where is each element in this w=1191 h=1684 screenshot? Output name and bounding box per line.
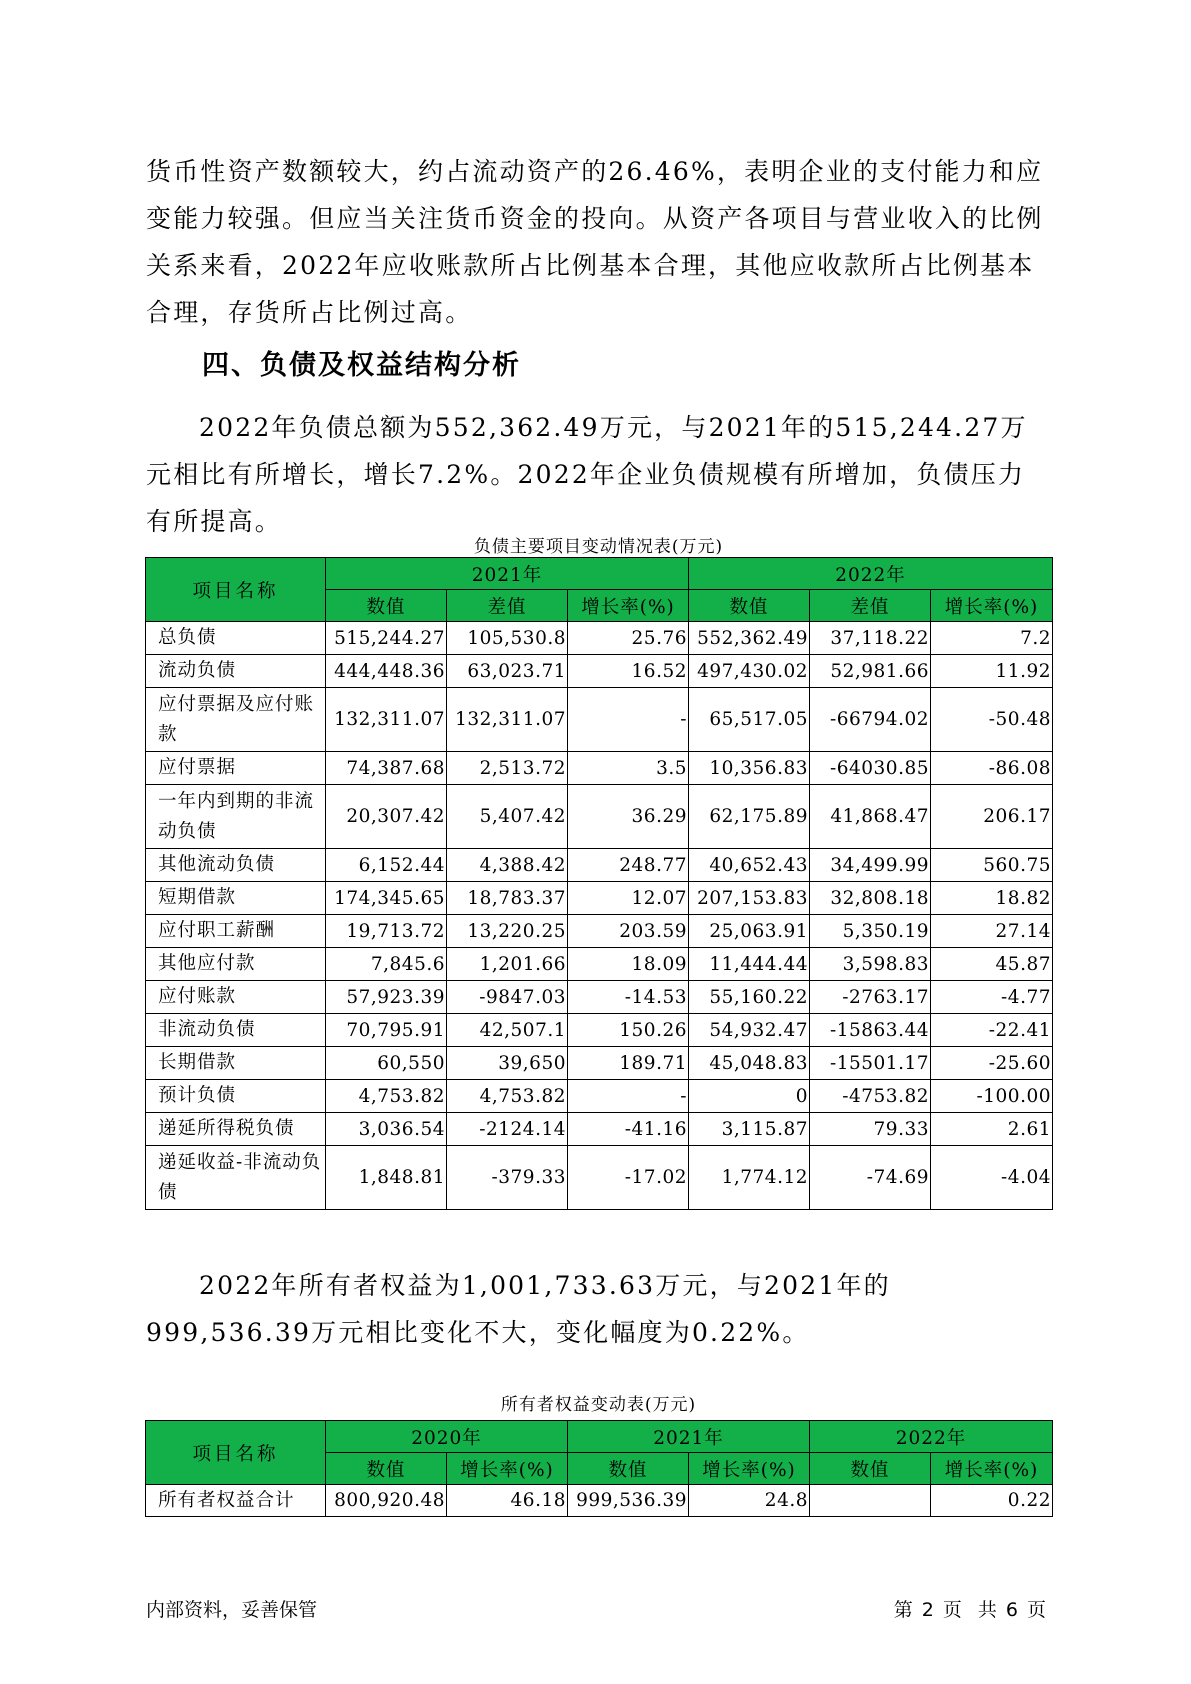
table-cell: 0.22 (931, 1485, 1053, 1517)
table-cell: - (568, 688, 689, 752)
row-label: 长期借款 (146, 1047, 326, 1080)
table-cell: -25.60 (931, 1047, 1053, 1080)
liability-table-caption: 负债主要项目变动情况表(万元) (473, 537, 724, 557)
table-cell: 800,920.48 (326, 1485, 447, 1517)
table-cell: 174,345.65 (326, 882, 447, 915)
table-cell: 552,362.49 (689, 622, 810, 655)
table-cell: 27.14 (931, 915, 1053, 948)
table-cell: 60,550 (326, 1047, 447, 1080)
year-header-2020: 2020年 (326, 1421, 568, 1453)
table-row (146, 622, 1053, 655)
section-heading: 四、负债及权益结构分析 (202, 350, 521, 381)
item-name-header: 项目名称 (146, 1421, 326, 1485)
table-cell: 25,063.91 (689, 915, 810, 948)
sub-header: 增长率(%) (568, 590, 689, 622)
sub-header: 数值 (326, 1453, 447, 1485)
table-cell: 3,598.83 (810, 948, 931, 981)
sub-header: 数值 (568, 1453, 689, 1485)
table-cell: 999,536.39 (568, 1485, 689, 1517)
sub-header: 增长率(%) (931, 1453, 1053, 1485)
sub-header: 增长率(%) (689, 1453, 810, 1485)
sub-header: 数值 (326, 590, 447, 622)
table-cell: 6,152.44 (326, 849, 447, 882)
table-cell: 203.59 (568, 915, 689, 948)
table-cell: 207,153.83 (689, 882, 810, 915)
table-row (146, 981, 1053, 1014)
equity-table (145, 1420, 1053, 1517)
year-header-2022: 2022年 (810, 1421, 1053, 1453)
table-cell: 57,923.39 (326, 981, 447, 1014)
table-cell: -4.04 (931, 1146, 1053, 1210)
table-cell: -50.48 (931, 688, 1053, 752)
table-row (146, 1113, 1053, 1146)
table-cell: 132,311.07 (447, 688, 568, 752)
table-cell: 132,311.07 (326, 688, 447, 752)
table-cell: -66794.02 (810, 688, 931, 752)
sub-header: 差值 (810, 590, 931, 622)
table-cell: 13,220.25 (447, 915, 568, 948)
body-paragraph-1: 货币性资产数额较大，约占流动资产的26.46%，表明企业的支付能力和应变能力较强。但应当关注货币资金的投向。从资产各项目与营业收入的比例关系来看，2022年应收账款所占比例基本合理，其他应收款所占比例基本合理，存货所占比例过高。 (146, 157, 1044, 327)
table-cell: 37,118.22 (810, 622, 931, 655)
table-cell: 5,350.19 (810, 915, 931, 948)
table-cell: -74.69 (810, 1146, 931, 1210)
table-cell: 7,845.6 (326, 948, 447, 981)
table-row (146, 1014, 1053, 1047)
table-cell: 11.92 (931, 655, 1053, 688)
table-cell: -9847.03 (447, 981, 568, 1014)
table-row (146, 1485, 1053, 1517)
total-pages: 6 (1005, 1599, 1019, 1621)
table-cell: - (568, 1080, 689, 1113)
table-cell: -4.77 (931, 981, 1053, 1014)
footer-page-indicator (890, 1595, 1051, 1622)
table-cell (810, 1485, 931, 1517)
row-label: 应付票据及应付账款 (146, 688, 326, 752)
row-label: 应付账款 (146, 981, 326, 1014)
table-cell: 45,048.83 (689, 1047, 810, 1080)
table-cell: 3.5 (568, 752, 689, 785)
table-cell: -17.02 (568, 1146, 689, 1210)
table-cell: 515,244.27 (326, 622, 447, 655)
table-cell: 62,175.89 (689, 785, 810, 849)
table-cell: 7.2 (931, 622, 1053, 655)
row-label: 所有者权益合计 (146, 1485, 326, 1517)
row-label: 递延收益-非流动负债 (146, 1146, 326, 1210)
table-cell: -4753.82 (810, 1080, 931, 1113)
table-row (146, 655, 1053, 688)
row-label: 预计负债 (146, 1080, 326, 1113)
table-row (146, 849, 1053, 882)
table-cell: 444,448.36 (326, 655, 447, 688)
sub-header: 增长率(%) (931, 590, 1053, 622)
table-cell: 46.18 (447, 1485, 568, 1517)
table-row (146, 1146, 1053, 1210)
row-label: 递延所得税负债 (146, 1113, 326, 1146)
table-cell: 24.8 (689, 1485, 810, 1517)
table-cell: 16.52 (568, 655, 689, 688)
table-cell: -64030.85 (810, 752, 931, 785)
table-cell: 39,650 (447, 1047, 568, 1080)
table-cell: 55,160.22 (689, 981, 810, 1014)
item-name-header: 项目名称 (146, 558, 326, 622)
row-label: 其他流动负债 (146, 849, 326, 882)
row-label: 一年内到期的非流动负债 (146, 785, 326, 849)
table-cell: 0 (689, 1080, 810, 1113)
table-cell: 74,387.68 (326, 752, 447, 785)
equity-table-caption: 所有者权益变动表(万元) (500, 1395, 697, 1415)
table-cell: 63,023.71 (447, 655, 568, 688)
table-cell: 150.26 (568, 1014, 689, 1047)
table-cell: 52,981.66 (810, 655, 931, 688)
table-row (146, 948, 1053, 981)
table-cell: -14.53 (568, 981, 689, 1014)
body-paragraph-3: 2022年所有者权益为1,001,733.63万元，与2021年的999,536.39万元相比变化不大，变化幅度为0.22%。 (146, 1271, 891, 1347)
table-cell: 248.77 (568, 849, 689, 882)
table-cell: 10,356.83 (689, 752, 810, 785)
year-header-2022: 2022年 (689, 558, 1053, 590)
table-cell: 12.07 (568, 882, 689, 915)
total-prefix: 共 (977, 1599, 998, 1621)
table-cell: -22.41 (931, 1014, 1053, 1047)
table-cell: 5,407.42 (447, 785, 568, 849)
table-cell: -41.16 (568, 1113, 689, 1146)
page-unit: 页 (942, 1599, 963, 1621)
table-cell: 65,517.05 (689, 688, 810, 752)
table-cell: 1,774.12 (689, 1146, 810, 1210)
table-cell: -379.33 (447, 1146, 568, 1210)
row-label: 应付职工薪酬 (146, 915, 326, 948)
table-cell: 18.82 (931, 882, 1053, 915)
table-cell: 54,932.47 (689, 1014, 810, 1047)
table-cell: 42,507.1 (447, 1014, 568, 1047)
table-cell: 3,036.54 (326, 1113, 447, 1146)
table-cell: -86.08 (931, 752, 1053, 785)
sub-header: 数值 (689, 590, 810, 622)
footer-confidential-note: 内部资料，妥善保管 (146, 1599, 318, 1621)
table-cell: -2763.17 (810, 981, 931, 1014)
table-cell: 19,713.72 (326, 915, 447, 948)
table-cell: -100.00 (931, 1080, 1053, 1113)
page-number: 2 (921, 1599, 935, 1621)
table-cell: 41,868.47 (810, 785, 931, 849)
table-cell: 189.71 (568, 1047, 689, 1080)
body-paragraph-2: 2022年负债总额为552,362.49万元，与2021年的515,244.27万元相比有所增长，增长7.2%。2022年企业负债规模有所增加，负债压力有所提高。 (146, 413, 1028, 536)
table-row (146, 915, 1053, 948)
table-cell: 20,307.42 (326, 785, 447, 849)
table-cell: 206.17 (931, 785, 1053, 849)
table-cell: -2124.14 (447, 1113, 568, 1146)
liability-table-body (146, 622, 1053, 1210)
page-prefix: 第 (893, 1599, 914, 1621)
table-cell: 4,388.42 (447, 849, 568, 882)
table-cell: 4,753.82 (447, 1080, 568, 1113)
table-cell: 105,530.8 (447, 622, 568, 655)
table-cell: 1,848.81 (326, 1146, 447, 1210)
table-cell: 18.09 (568, 948, 689, 981)
table-row (146, 1080, 1053, 1113)
row-label: 短期借款 (146, 882, 326, 915)
table-cell: 70,795.91 (326, 1014, 447, 1047)
table-cell: 560.75 (931, 849, 1053, 882)
table-row (146, 785, 1053, 849)
sub-header: 差值 (447, 590, 568, 622)
year-header-2021: 2021年 (568, 1421, 810, 1453)
total-unit: 页 (1026, 1599, 1047, 1621)
table-cell: 4,753.82 (326, 1080, 447, 1113)
table-cell: 2,513.72 (447, 752, 568, 785)
row-label: 总负债 (146, 622, 326, 655)
sub-header: 数值 (810, 1453, 931, 1485)
table-cell: 32,808.18 (810, 882, 931, 915)
row-label: 流动负债 (146, 655, 326, 688)
sub-header: 增长率(%) (447, 1453, 568, 1485)
table-cell: 79.33 (810, 1113, 931, 1146)
table-cell: 1,201.66 (447, 948, 568, 981)
table-cell: 3,115.87 (689, 1113, 810, 1146)
liability-table (145, 557, 1053, 1210)
table-cell: 18,783.37 (447, 882, 568, 915)
row-label: 非流动负债 (146, 1014, 326, 1047)
table-cell: -15863.44 (810, 1014, 931, 1047)
row-label: 其他应付款 (146, 948, 326, 981)
table-row (146, 752, 1053, 785)
table-row (146, 1047, 1053, 1080)
table-cell: 2.61 (931, 1113, 1053, 1146)
table-cell: 45.87 (931, 948, 1053, 981)
year-header-2021: 2021年 (326, 558, 689, 590)
table-cell: 34,499.99 (810, 849, 931, 882)
table-cell: 11,444.44 (689, 948, 810, 981)
table-cell: 40,652.43 (689, 849, 810, 882)
table-cell: 36.29 (568, 785, 689, 849)
table-row (146, 882, 1053, 915)
table-row (146, 688, 1053, 752)
row-label: 应付票据 (146, 752, 326, 785)
table-cell: 25.76 (568, 622, 689, 655)
table-cell: -15501.17 (810, 1047, 931, 1080)
equity-table-body (146, 1485, 1053, 1517)
table-cell: 497,430.02 (689, 655, 810, 688)
